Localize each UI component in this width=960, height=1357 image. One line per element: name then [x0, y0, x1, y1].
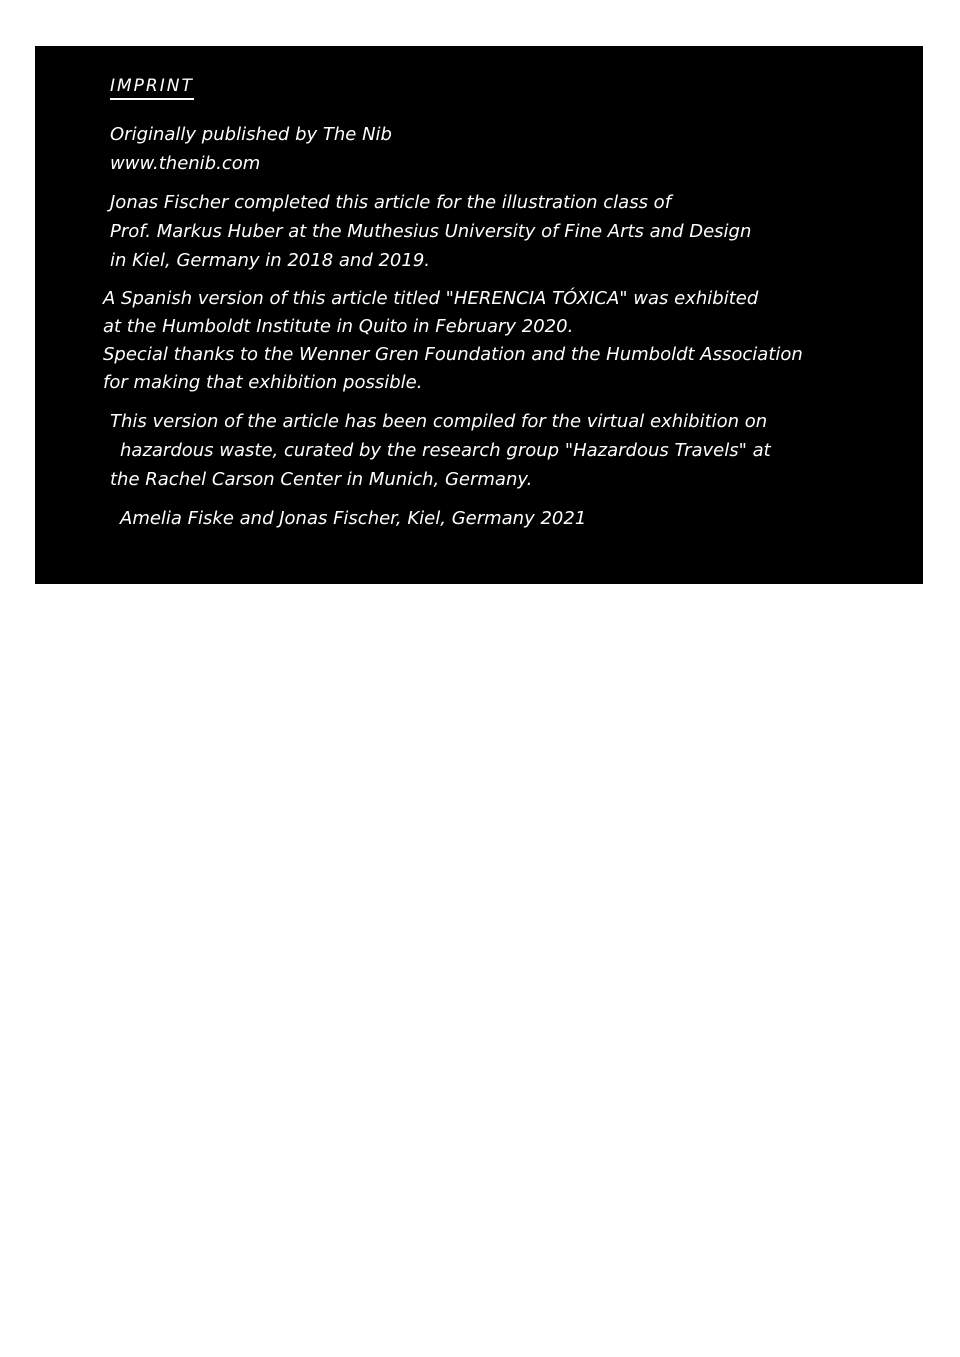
virtual-version-block — [110, 407, 923, 494]
published-line-2: www.thenib.com — [110, 153, 261, 174]
article-credit-line-1: Jonas Fischer completed this article for the illustration class of — [110, 192, 672, 213]
article-credit-block — [110, 188, 923, 275]
published-line-1: Originally published by The Nib — [110, 124, 392, 145]
spanish-version-line-4: for making that exhibition possible. — [103, 372, 423, 393]
spanish-version-line-3: Special thanks to the Wenner Gren Foundation and the Humboldt Association — [103, 344, 803, 365]
signature-line: Amelia Fiske and Jonas Fischer, Kiel, Germany 2021 — [120, 508, 587, 529]
spanish-version-line-2: at the Humboldt Institute in Quito in February 2020. — [103, 316, 574, 337]
published-block — [110, 120, 923, 178]
imprint-panel — [35, 46, 923, 584]
virtual-version-line-1: This version of the article has been compiled for the virtual exhibition on — [110, 411, 768, 432]
virtual-version-line-3: the Rachel Carson Center in Munich, Germany. — [110, 469, 533, 490]
article-credit-line-2: Prof. Markus Huber at the Muthesius University of Fine Arts and Design — [110, 221, 752, 242]
spanish-version-block — [103, 285, 923, 397]
imprint-heading: IMPRINT — [110, 76, 194, 100]
virtual-version-line-2: hazardous waste, curated by the research group "Hazardous Travels" at — [120, 440, 771, 461]
article-credit-line-3: in Kiel, Germany in 2018 and 2019. — [110, 250, 431, 271]
spanish-version-line-1: A Spanish version of this article titled "HERENCIA TÓXICA" was exhibited — [103, 288, 759, 309]
